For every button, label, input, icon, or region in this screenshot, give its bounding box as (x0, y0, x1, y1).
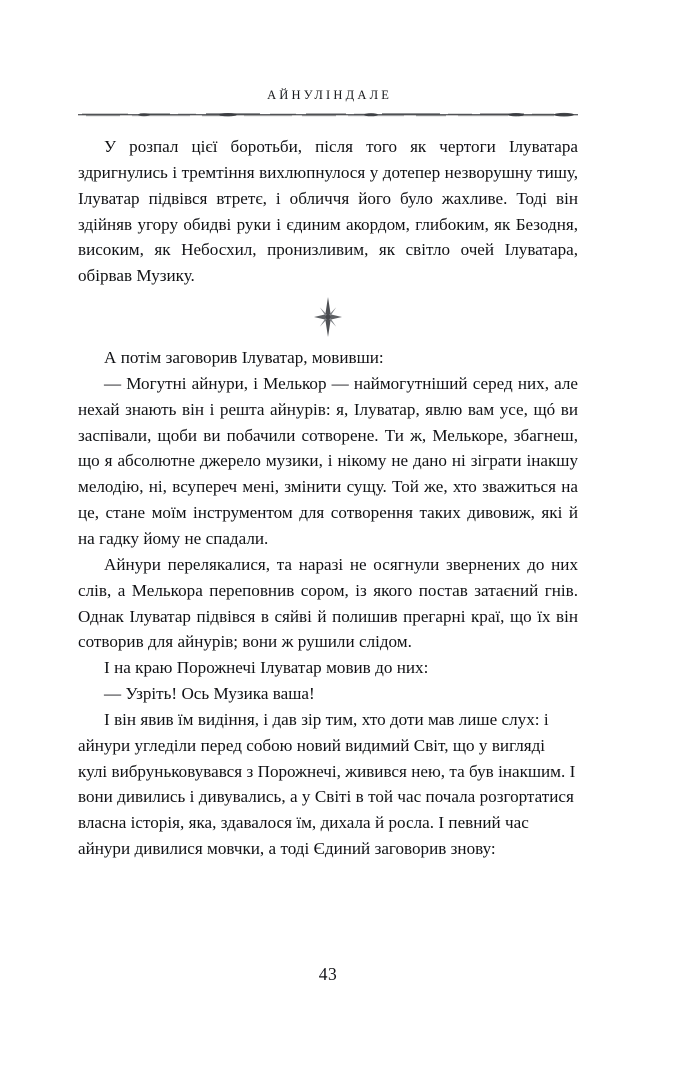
running-head: АЙНУЛІНДАЛЕ (267, 88, 393, 102)
decorative-rule-icon (78, 112, 578, 118)
paragraph: А потім заговорив Ілуватар, мовивши: (104, 348, 384, 368)
paragraph: І на краю Порожнечі Ілуватар мовив до них: (104, 658, 429, 678)
paragraph: І він явив їм видіння, і дав зір тим, хто доти мав лише слух: і айнури угледіли перед собою новий видимий Світ, що у вигляді кулі вибруньковувався з Порожнечі, живився нею, та був інакшим. І вони дивились і дивувались, а у Світі в той час почала розгортатися власна історія, яка, здавалося їм, дихала й росла. І певний час айнури дивилися мовчки, а тоді Єдиний заговорив знову: (78, 709, 576, 859)
paragraph: У розпал цієї боротьби, після того як чертоги Ілуватара здригнулись і тремтіння вихлюпнулося у дотепер незворушну тишу, Ілуватар підвівся втретє, і обличчя його було жахливе. Тоді він здійняв угору обидві руки і єдиним акордом, глибоким, як Безодня, високим, як Небосхил, пронизливим, як світло очей Ілуватара, обірвав Музику. (78, 137, 578, 286)
page-number: 43 (318, 964, 338, 984)
text-column (78, 134, 578, 862)
paragraph-dialogue: — Могутні айнури, і Мелькор — наймогутніший серед них, але нехай знають він і решта айнурів: я, Ілуватар, явлю вам усе, щó ви заспівали, щоби ви побачили сотворене. Ти ж, Мелькоре, збагнеш, що я абсолютне джерело музики, і нікому не дано ні зіграти інакшу мелодію, ні, всупереч мені, змінити сущу. Той же, хто зважиться на це, стане моїм інструментом для сотворення таких дивовиж, які й на гадку йому не спадали. (78, 373, 578, 548)
eight-pointed-star-icon (311, 297, 345, 337)
paragraph: Айнури перелякалися, та наразі не осягнули звернених до них слів, а Мелькора переповнив сором, із якого постав затаєний гнів. Однак Ілуватар підвівся в сяйві й полишив прегарні краї, що їх він сотворив для айнурів; вони ж рушили слідом. (78, 554, 578, 652)
section-ornament (78, 289, 578, 345)
paragraph-dialogue: — Узріть! Ось Музика ваша! (104, 684, 315, 704)
